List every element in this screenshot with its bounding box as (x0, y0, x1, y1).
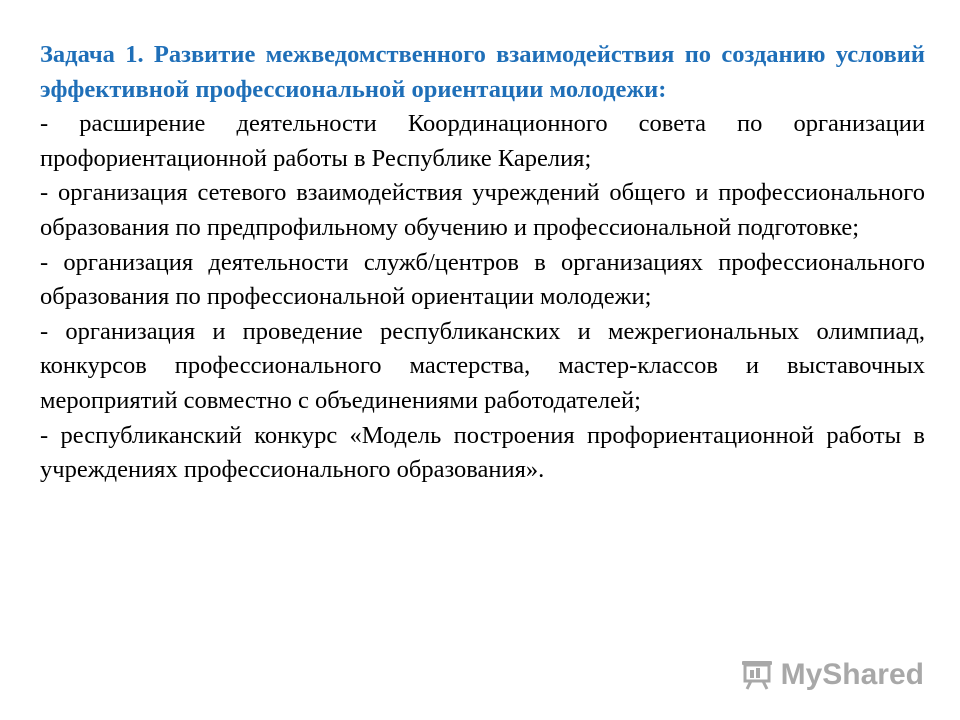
list-item: - организация сетевого взаимодействия учреждений общего и профессионального образования по предпрофильному обучению и профессиональной подготовке; (40, 179, 925, 241)
myshared-watermark (739, 658, 924, 692)
list-item: - республиканский конкурс «Модель построения профориентационной работы в учреждениях профессионального образования». (40, 421, 925, 484)
list-item: - организация деятельности служб/центров в организациях профессионального образования по профессиональной ориентации молодежи; (40, 248, 925, 311)
list-item: - организация и проведение республиканских и межрегиональных олимпиад, конкурсов профессионального мастерства, мастер-классов и выставочных мероприятий совместно с объединениями работодателей; (40, 317, 925, 414)
list-item: - расширение деятельности Координационного совета по организации профориентационной работы в Республике Карелия; (40, 110, 925, 172)
slide-content (40, 38, 925, 488)
watermark-text: MyShared (780, 658, 924, 691)
presentation-board-icon (739, 659, 775, 691)
task-title: Задача 1. Развитие межведомственного взаимодействия по созданию условий эффективной профессиональной ориентации молодежи: (40, 41, 925, 103)
